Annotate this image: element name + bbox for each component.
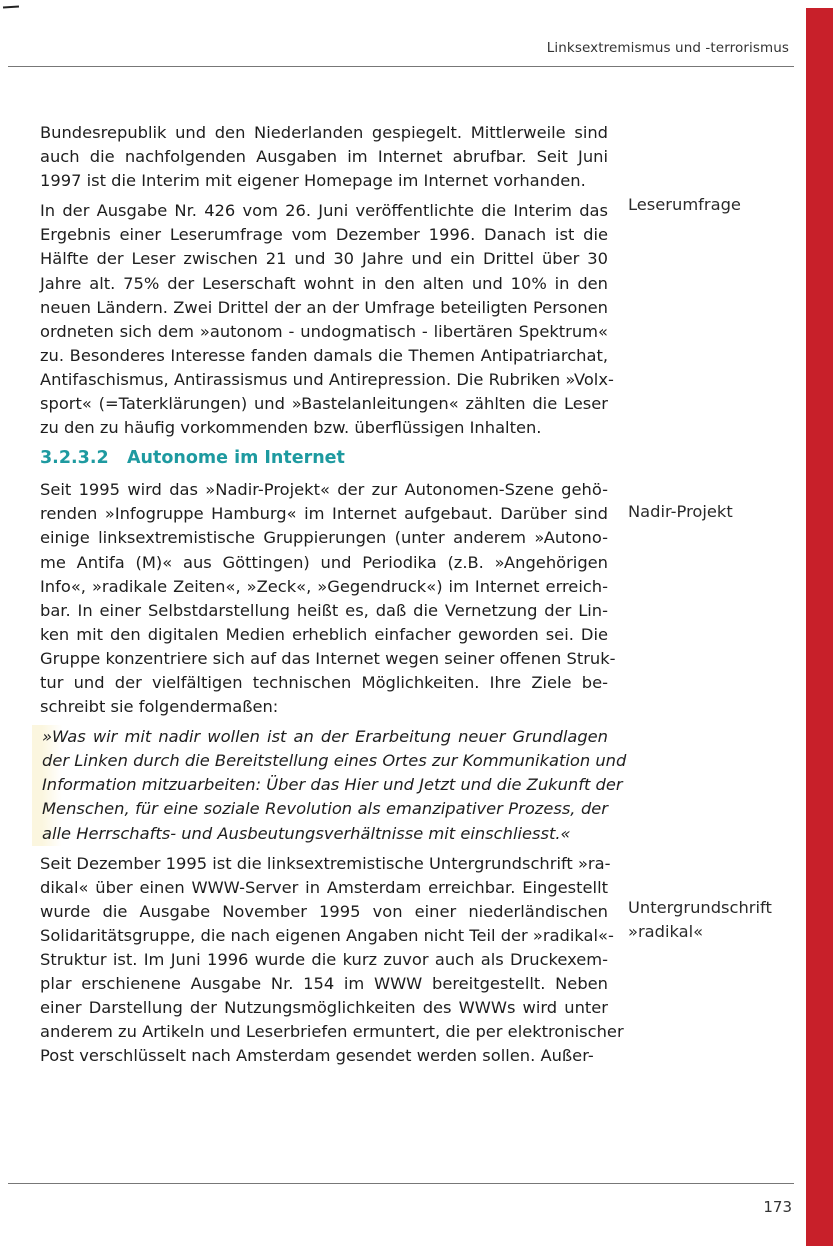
- text-line: zu den zu häufig vorkommenden bzw. überflüssigen Inhalten.: [40, 418, 542, 438]
- main-text-column: [40, 121, 627, 1074]
- text-line: Jahre alt. 75% der Leserschaft wohnt in den alten und 10% in den: [40, 273, 608, 293]
- section-title: Autonome im Internet: [127, 448, 345, 469]
- text-line: auch die nachfolgenden Ausgaben im Internet abrufbar. Seit Juni: [40, 147, 608, 167]
- text-line: Hälfte der Leser zwischen 21 und 30 Jahre und ein Drittel über 30: [40, 249, 608, 269]
- text-line: einige linksextremistische Gruppierungen (unter anderem »Autono-: [40, 528, 608, 548]
- text-line: zu. Besonderes Interesse fanden damals die Themen Antipatriarchat,: [40, 345, 608, 365]
- text-line: ken mit den digitalen Medien erheblich einfacher geworden sei. Die: [40, 624, 608, 644]
- quote-line: Menschen, für eine soziale Revolution als emanzipativer Prozess, der: [42, 799, 608, 819]
- quote-line: alle Herrschafts- und Ausbeutungsverhältnisse mit einschliesst.«: [42, 823, 571, 843]
- quote-line: der Linken durch die Bereitstellung eines Ortes zur Kommunikation und: [42, 751, 627, 771]
- margin-note-untergrundschrift: Untergrundschrift: [628, 898, 772, 917]
- text-line: dikal« über einen WWW-Server in Amsterdam erreichbar. Eingestellt: [40, 877, 608, 897]
- text-line: Seit Dezember 1995 ist die linksextremistische Untergrundschrift »ra-: [40, 853, 611, 873]
- paragraph-nadir-projekt: [40, 478, 616, 719]
- margin-note-leserumfrage: Leserumfrage: [628, 195, 741, 214]
- crop-mark: [3, 5, 19, 8]
- header-rule: [8, 66, 794, 67]
- margin-note-nadir-projekt: Nadir-Projekt: [628, 502, 733, 521]
- text-line: anderem zu Artikeln und Leserbriefen ermuntert, die per elektronischer: [40, 1022, 624, 1042]
- text-line: Ergebnis einer Leserumfrage vom Dezember 1996. Danach ist die: [40, 225, 608, 245]
- text-line: 1997 ist die Interim mit eigener Homepage im Internet vorhanden.: [40, 171, 586, 191]
- text-line: neuen Ländern. Zwei Drittel der an der Umfrage beteiligten Personen: [40, 297, 608, 317]
- section-number: 3.2.3.2: [40, 448, 109, 469]
- text-line: me Antifa (M)« aus Göttingen) und Periodika (z.B. »Angehörigen: [40, 552, 608, 572]
- text-line: In der Ausgabe Nr. 426 vom 26. Juni veröffentlichte die Interim das: [40, 201, 608, 221]
- text-line: bar. In einer Selbstdarstellung heißt es, daß die Vernetzung der Lin-: [40, 600, 608, 620]
- quote-line: »Was wir mit nadir wollen ist an der Erarbeitung neuer Grundlagen: [42, 727, 608, 747]
- page-number: 173: [763, 1198, 792, 1216]
- footer-rule: [8, 1183, 794, 1184]
- text-line: Post verschlüsselt nach Amsterdam gesendet werden sollen. Außer-: [40, 1046, 594, 1066]
- quote-line: Information mitzuarbeiten: Über das Hier und Jetzt und die Zukunft der: [42, 775, 623, 795]
- text-line: ordneten sich dem »autonom - undogmatisch - libertären Spektrum«: [40, 321, 608, 341]
- text-line: sport« (=Taterklärungen) und »Bastelanleitungen« zählten die Leser: [40, 394, 608, 414]
- block-quote: [32, 725, 627, 845]
- text-line: einer Darstellung der Nutzungsmöglichkeiten des WWWs wird unter: [40, 998, 608, 1018]
- text-line: wurde die Ausgabe November 1995 von einer niederländischen: [40, 901, 608, 921]
- text-line: Solidaritätsgruppe, die nach eigenen Angaben nicht Teil der »radikal«-: [40, 925, 614, 945]
- text-line: Gruppe konzentriere sich auf das Internet wegen seiner offenen Struk-: [40, 648, 616, 668]
- text-line: Struktur ist. Im Juni 1996 wurde die kurz zuvor auch als Druckexem-: [40, 950, 608, 969]
- text-line: Bundesrepublik und den Niederlanden gespiegelt. Mittlerweile sind: [40, 123, 608, 142]
- text-line: tur und der vielfältigen technischen Möglichkeiten. Ihre Ziele be-: [40, 672, 608, 692]
- paragraph-leserumfrage: [40, 199, 614, 440]
- chapter-color-tab: [806, 8, 833, 1246]
- text-line: Info«, »radikale Zeiten«, »Zeck«, »Gegendruck«) im Internet erreich-: [40, 576, 608, 596]
- margin-note-radikal: »radikal«: [628, 922, 704, 941]
- section-heading: [40, 446, 608, 470]
- text-line: schreibt sie folgendermaßen:: [40, 697, 279, 717]
- paragraph-radikal: [40, 852, 624, 1069]
- paragraph-interim-homepage: [40, 121, 608, 193]
- text-line: renden »Infogruppe Hamburg« im Internet aufgebaut. Darüber sind: [40, 504, 608, 524]
- running-head: Linksextremismus und -terrorismus: [546, 40, 789, 56]
- text-line: Antifaschismus, Antirassismus und Antirepression. Die Rubriken »Volx-: [40, 369, 614, 389]
- text-line: plar erschienene Ausgabe Nr. 154 im WWW bereitgestellt. Neben: [40, 974, 608, 994]
- text-line: Seit 1995 wird das »Nadir-Projekt« der zur Autonomen-Szene gehö-: [40, 480, 608, 500]
